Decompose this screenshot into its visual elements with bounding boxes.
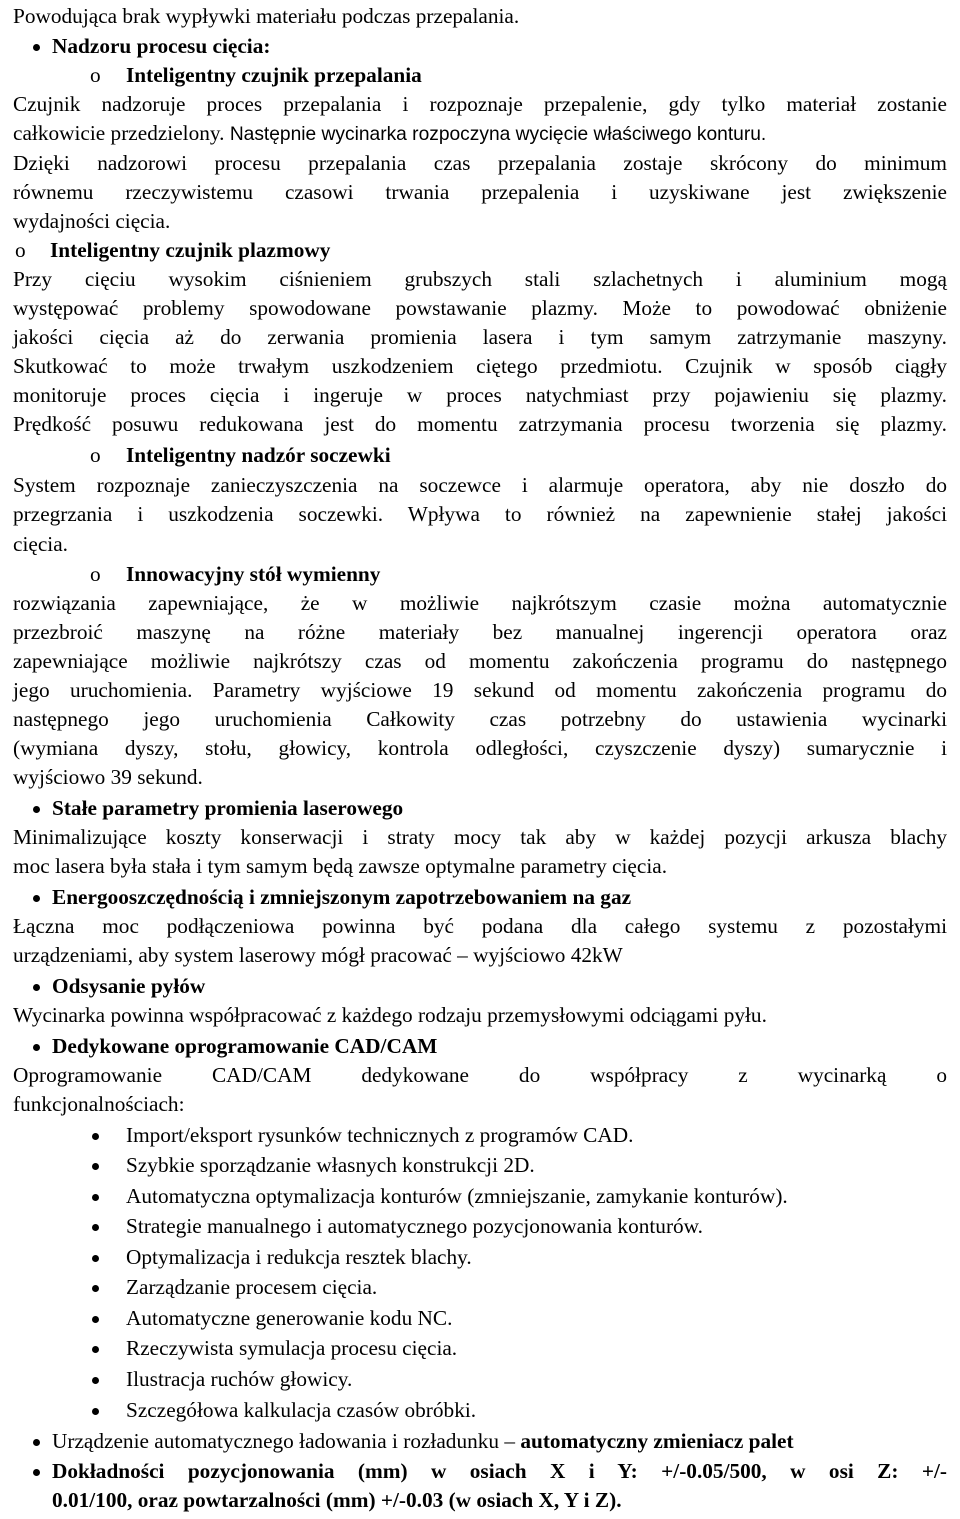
subheading-czujnik-przepalania: Inteligentny czujnik przepalania (126, 63, 422, 87)
feature-list-item: Szczegółowa kalkulacja czasów obróbki. (126, 1398, 477, 1422)
bullet-icon (92, 1408, 99, 1415)
bullet-icon (92, 1194, 99, 1201)
feature-list-item: Automatyczne generowanie kodu NC. (126, 1306, 453, 1330)
feature-list-item: Automatyczna optymalizacja konturów (zmniejszanie, zamykanie konturów). (126, 1184, 788, 1208)
feature-list-item: Optymalizacja i redukcja resztek blachy. (126, 1245, 472, 1269)
paragraph-line: cięcia. (13, 532, 68, 556)
text-run: całkowicie przedzielony. (13, 121, 230, 145)
feature-list-item: Strategie manualnego i automatycznego pozycjonowania konturów. (126, 1214, 704, 1238)
paragraph-line: Czujnik nadzoruje proces przepalania i rozpoznaje przepalenie, gdy tylko materiał zostanie (13, 92, 947, 116)
bullet-icon (33, 44, 40, 51)
paragraph-line: Skutkować to może trwałym uszkodzeniem ciętego przedmiotu. Czujnik w sposób ciągły (13, 354, 947, 378)
paragraph-line: Przy cięciu wysokim ciśnieniem grubszych stali szlachetnych i aluminium mogą (13, 267, 947, 291)
subheading-czujnik-plazmowy: Inteligentny czujnik plazmowy (50, 238, 331, 262)
bullet-icon (33, 806, 40, 813)
feature-list-item: Zarządzanie procesem cięcia. (126, 1275, 378, 1299)
paragraph-line: występować problemy spowodowane powstawanie plazmy. Może to powodować obniżenie (13, 296, 947, 320)
subheading-stol-wymienny: Innowacyjny stół wymienny (126, 562, 381, 586)
bullet-dokladnosc-line: Dokładności pozycjonowania (mm) w osiach X i Y: +/-0.05/500, w osi Z: +/- (52, 1459, 947, 1483)
paragraph-line: przezbroić maszynę na różne materiały bez manualnej ingerencji operatora oraz (13, 620, 947, 644)
paragraph-line: wydajności cięcia. (13, 209, 171, 233)
bullet-icon (33, 984, 40, 991)
heading-nadzor: Nadzoru procesu cięcia: (52, 34, 271, 58)
bullet-icon (33, 895, 40, 902)
heading-energooszczednosc: Energooszczędnością i zmniejszonym zapotrzebowaniem na gaz (52, 885, 632, 909)
paragraph-line: Prędkość posuwu redukowana jest do momentu zatrzymania procesu tworzenia się plazmy. (13, 412, 947, 436)
paragraph-line: (wymiana dyszy, stołu, głowicy, kontrola odległości, czyszczenie dyszy) sumarycznie i (13, 736, 947, 760)
paragraph-line: następnego jego uruchomienia Całkowity czas potrzebny do ustawienia wycinarki (13, 707, 947, 731)
bullet-icon (92, 1163, 99, 1170)
feature-list-item: Ilustracja ruchów głowicy. (126, 1367, 353, 1391)
paragraph-line: moc lasera była stała i tym samym będą zawsze optymalne parametry cięcia. (13, 854, 668, 878)
paragraph-line (13, 119, 947, 149)
circle-bullet-icon: o (15, 238, 26, 262)
paragraph-line: jakości cięcia aż do zerwania promienia lasera i tym samym zatrzymanie maszyny. (13, 325, 947, 349)
bullet-icon (33, 1044, 40, 1051)
circle-bullet-icon: o (90, 63, 101, 87)
paragraph-line: równemu rzeczywistemu czasowi trwania przepalenia i uzyskiwane jest zwiększenie (13, 180, 947, 204)
paragraph-line: Wycinarka powinna współpracować z każdego rodzaju przemysłowymi odciągami pyłu. (13, 1003, 767, 1027)
subheading-nadzor-soczewki: Inteligentny nadzór soczewki (126, 443, 391, 467)
text-run-bold: automatyczny zmieniacz palet (520, 1429, 794, 1453)
paragraph-line: rozwiązania zapewniające, że w możliwie najkrótszym czasie można automatycznie (13, 591, 947, 615)
bullet-icon (33, 1469, 40, 1476)
heading-cad-cam: Dedykowane oprogramowanie CAD/CAM (52, 1034, 438, 1058)
paragraph-line: Powodująca brak wypływki materiału podczas przepalania. (13, 4, 520, 28)
paragraph-line: zapewniające możliwie najkrótszy czas od momentu zakończenia programu do następnego (13, 649, 947, 673)
paragraph-line: urządzeniami, aby system laserowy mógł pracować – wyjściowo 42kW (13, 943, 623, 967)
text-run: Następnie wycinarka rozpoczyna wycięcie właściwego konturu. (229, 124, 767, 145)
paragraph-line: Łączna moc podłączeniowa powinna być podana dla całego systemu z pozostałymi (13, 914, 947, 938)
heading-stale-parametry: Stałe parametry promienia laserowego (52, 796, 404, 820)
bullet-icon (92, 1316, 99, 1323)
paragraph-line: Oprogramowanie CAD/CAM dedykowane do współpracy z wycinarką o (13, 1063, 947, 1087)
bullet-icon (92, 1346, 99, 1353)
bullet-icon (92, 1224, 99, 1231)
paragraph-line: System rozpoznaje zanieczyszczenia na soczewce i alarmuje operatora, aby nie doszło do (13, 473, 947, 497)
bullet-icon (92, 1133, 99, 1140)
circle-bullet-icon: o (90, 562, 101, 586)
feature-list-item: Szybkie sporządzanie własnych konstrukcji 2D. (126, 1153, 535, 1177)
heading-odsysanie: Odsysanie pyłów (52, 974, 206, 998)
paragraph-line: Dzięki nadzorowi procesu przepalania czas przepalania zostaje skrócony do minimum (13, 151, 947, 175)
feature-list-item: Import/eksport rysunków technicznych z programów CAD. (126, 1123, 634, 1147)
circle-bullet-icon: o (90, 443, 101, 467)
bullet-urzadzenie-ladowania (52, 1427, 794, 1456)
text-run: Urządzenie automatycznego ładowania i rozładunku – (52, 1429, 521, 1453)
paragraph-line: Minimalizujące koszty konserwacji i straty mocy tak aby w każdej pozycji arkusza blachy (13, 825, 947, 849)
paragraph-line: jego uruchomienia. Parametry wyjściowe 19 sekund od momentu zakończenia programu do (13, 678, 947, 702)
paragraph-line: przegrzania i uszkodzenia soczewki. Wpływa to również na zapewnienie stałej jakości (13, 502, 947, 526)
paragraph-line: monitoruje proces cięcia i ingeruje w proces natychmiast przy pojawieniu się plazmy. (13, 383, 947, 407)
bullet-icon (92, 1377, 99, 1384)
paragraph-line: wyjściowo 39 sekund. (13, 765, 203, 789)
bullet-icon (92, 1255, 99, 1262)
feature-list-item: Rzeczywista symulacja procesu cięcia. (126, 1336, 458, 1360)
bullet-icon (92, 1285, 99, 1292)
bullet-dokladnosc-line: 0.01/100, oraz powtarzalności (mm) +/-0.03 (w osiach X, Y i Z). (52, 1488, 622, 1512)
bullet-icon (33, 1439, 40, 1446)
paragraph-line: funkcjonalnościach: (13, 1092, 185, 1116)
